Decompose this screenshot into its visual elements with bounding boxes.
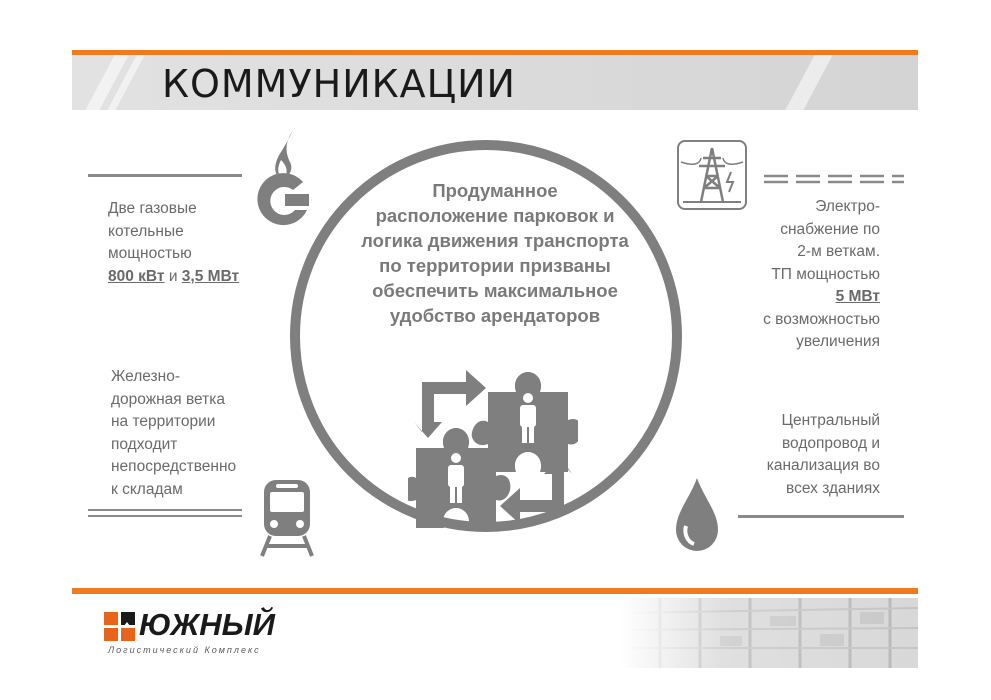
divider-line [738,515,904,518]
water-text-line: Центральный [781,412,880,429]
water-text-line: канализация во [766,457,880,474]
center-text-line: Продуманное [432,180,558,201]
water-description [700,410,880,500]
dashed-divider [764,172,904,184]
power-text-line: Электро- [815,198,880,215]
gas-values [108,266,278,289]
divider-line [88,509,242,511]
center-text-line: обеспечить максимальное [372,280,618,301]
power-text-line: с возможностью [763,310,880,328]
center-statement [330,178,660,328]
water-text-line: водопровод и [782,434,880,452]
rail-text-line: дорожная ветка [111,390,225,408]
gas-text-line: Две газовые [108,200,197,217]
rail-text-line: Железно- [111,368,181,385]
gas-conj: и [164,267,182,285]
power-text-line: увеличения [796,333,880,350]
warehouse-photo [620,598,918,668]
gas-description [108,198,278,288]
rail-text-line: непосредственно [111,458,237,475]
center-text-line: логика движения транспорта [361,230,629,251]
center-text-line: по территории призваны [379,255,611,276]
rail-description [111,366,281,501]
divider-line [88,515,242,517]
water-text-line: всех зданиях [786,479,880,497]
logo-name: ЮЖНЫЙ [139,607,275,642]
water-drop-icon [672,476,722,556]
power-value: 5 МВт [835,288,880,305]
gas-text-line: мощностью [108,245,192,262]
center-text-line: расположение парковок и [375,205,615,226]
power-text-line: ТП мощностью [771,265,880,283]
power-description [700,196,880,354]
train-icon [258,478,316,558]
logo-mark-icon [104,612,138,642]
gas-value-2: 3,5 МВт [181,267,240,285]
rail-text-line: на территории [111,413,216,430]
power-text-line: снабжение по [780,220,880,238]
logo-subtitle: Логистический Комплекс [108,645,261,655]
divider-line [88,174,242,177]
center-text-line: удобство арендаторов [389,305,601,326]
gas-value-1: 800 кВт [108,267,165,285]
page-title: КОММУНИКАЦИИ [162,62,516,106]
footer-line [72,588,918,594]
rail-text-line: к складам [111,480,183,498]
power-text-line: 2-м веткам. [797,243,880,260]
puzzle-people-icon [408,362,578,534]
gas-text-line: котельные [108,222,184,240]
rail-text-line: подходит [111,435,178,453]
